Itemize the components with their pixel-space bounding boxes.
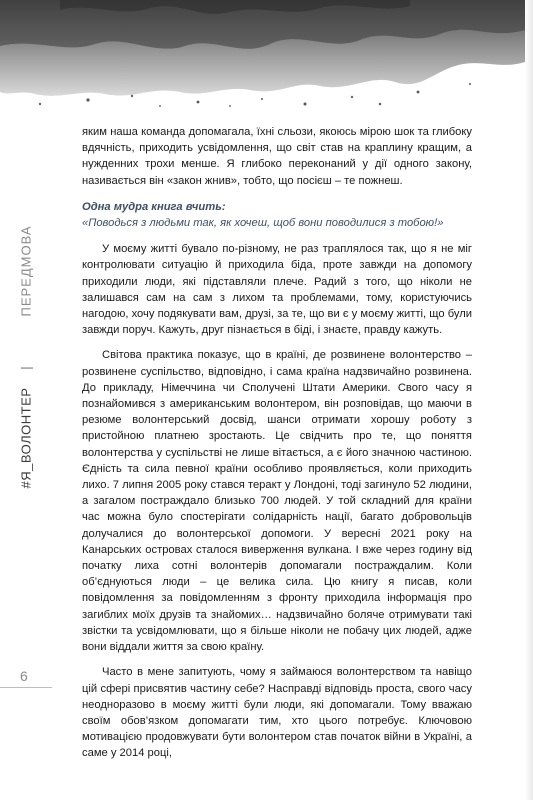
paragraph: У моєму житті бувало по-різному, не раз траплялося так, що я не міг контролювати ситуацію й приходила біда, проте завжди на допомогу приходили люди, які підставляли плече. Радий з того, що ніколи не залишався сам на сам з лихом та проблемами, тому, користуючись нагодою, хочу подякувати вам, друзі, за те, що ви є у моєму житті, що були завжди поруч. Кажуть, друг пізнається в біді, і знаєте, правду кажуть. (82, 243, 472, 337)
intro-paragraph: яким наша команда допомагала, їхні сльози, якоюсь мірою шок та глибоку вдячність, приходить усвідомлення, що світ став на краплину кращим, а нужденних трохи менше. Я глибоко переконаний у дії одного закону, називається він «закон жнив», тобто, що посієш – те пожнеш. (82, 126, 472, 187)
paragraph: Часто в мене запитують, чому я займаюся волонтерством та навіщо цій сфері присвятив частину себе? Насправді відповідь проста, свого часу неодноразово в моєму житті були люди, які допомагали. Тому вважаю своїм обов’язком допомагати тим, хто цього потребує. Ключовою мотивацією продовжувати бути волонтером став початок війни в Україні, а саме у 2014 році, (82, 666, 472, 760)
book-title: #Я_ВОЛОНТЕР (18, 387, 34, 489)
page-edge (525, 0, 533, 800)
page-number: 6 (20, 668, 28, 684)
quote-title: Одна мудра книга вчить: (82, 200, 226, 213)
quote-block (82, 199, 472, 231)
main-text (82, 124, 472, 762)
watercolor-header-art (0, 0, 525, 112)
quote-text: «Поводься з людьми так, як хочеш, щоб вони поводилися з тобою!» (82, 217, 444, 230)
page-number-rule (0, 687, 52, 688)
running-header-sidebar (0, 120, 58, 700)
sidebar-separator: | (18, 366, 34, 370)
section-title: ПЕРЕДМОВА (18, 225, 34, 317)
paragraph: Світова практика показує, що в країні, де розвинене волонтерство – розвинене суспільство, відповідно, і сама країна надзвичайно розвинена. До прикладу, Німеччина чи Сполучені Штати Америки. Свого часу я познайомився з американським волонтером, він розповідав, що маючи в резюме волонтерський досвід, шанси отримати хорошу роботу з пристойною платнею зростають. Це свідчить про те, що поняття волонтерства у суспільстві не лише вітається, а є його значною частиною. Єдність та сила певної країни особливо проявляється, коли приходить лихо. 7 липня 2005 року стався теракт у Лондоні, тоді загинуло 52 людини, а загалом постраждало близько 700 людей. У той складний для країни час можна було спостерігати солідарність нації, багато добровольців долучалися до волонтерської допомоги. У вересні 2021 року на Канарських островах сталося виверження вулкана. І вже через годину від початку лиха сотні волонтерів допомагали постраждалим. Коли об’єднуються люди – це велика сила. Цю книгу я писав, коли повідомлення за повідомленням з фронту приходила інформація про загиблих моїх друзів та знайомих… надзвичайно боляче отримувати такі звістки та усвідомлювати, що я більше ніколи не побачу цих людей, адже вони віддали життя за свою країну. (82, 349, 472, 654)
